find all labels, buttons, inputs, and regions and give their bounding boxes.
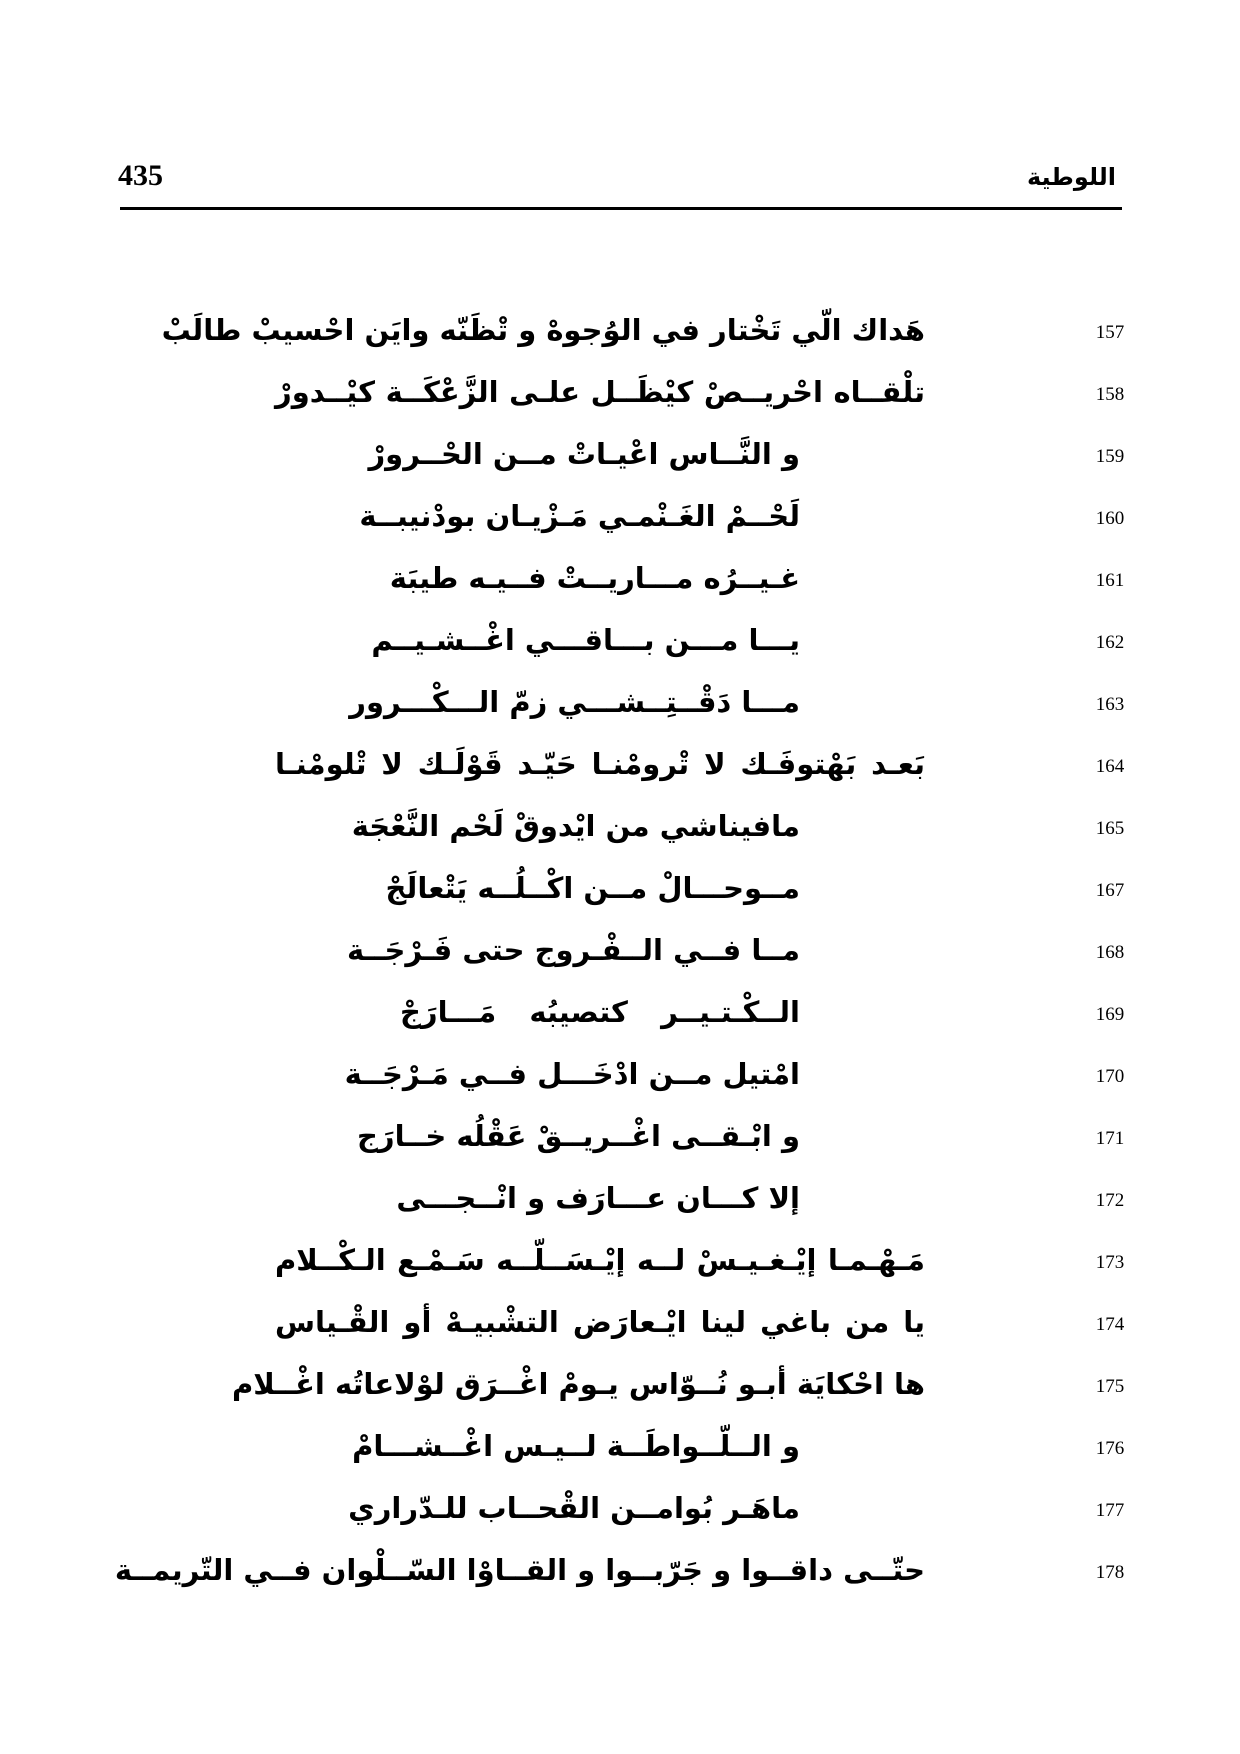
- verse-number: 167: [1095, 880, 1125, 901]
- verse-number: 174: [1095, 1314, 1125, 1335]
- verse-number: 178: [1095, 1562, 1125, 1583]
- verse-row: [0, 1424, 1240, 1474]
- verse-text: الــكْـتـيــر كتصيبُه مَـــارَجْ: [400, 995, 800, 1029]
- verse-number: 171: [1095, 1128, 1125, 1149]
- verse-text: و ابْـقــى اغْــريــقْ عَقْلُه خــارَج: [357, 1119, 800, 1153]
- verse-number: 157: [1095, 322, 1125, 343]
- verse-text: إلا كـــان عـــارَف و انْــجـــى: [396, 1181, 800, 1215]
- verse-row: [0, 680, 1240, 730]
- verse-row: [0, 928, 1240, 978]
- verse-row: [0, 990, 1240, 1040]
- verse-row: [0, 1362, 1240, 1412]
- verse-number: 170: [1095, 1066, 1125, 1087]
- verse-number: 168: [1095, 942, 1125, 963]
- verse-row: [0, 494, 1240, 544]
- verse-number: 177: [1095, 1500, 1125, 1521]
- verse-number: 165: [1095, 818, 1125, 839]
- running-title: اللوطية: [1026, 163, 1116, 191]
- verse-text: مــا فــي الــفْـروج حتى فَـرْجَــة: [347, 933, 800, 967]
- verse-number: 162: [1095, 632, 1125, 653]
- verse-number: 172: [1095, 1190, 1125, 1211]
- verse-row: [0, 1238, 1240, 1288]
- verse-text: يـــا مـــن بـــاقـــي اغْــشـيــم: [371, 623, 800, 657]
- verse-text: غـيــرُه مـــاريــتْ فــيـه طيبَة: [389, 561, 800, 595]
- verse-number: 158: [1095, 384, 1125, 405]
- verse-text: مـــا دَقْــتِــشـــي زمّ الـــكْـــرور: [349, 685, 800, 719]
- verse-row: [0, 432, 1240, 482]
- verse-number: 169: [1095, 1004, 1125, 1025]
- verse-text: مَـهْـمـا إيْـغـيـسْ لــه إيْـسَــلّــه سَـمْـع الـكْــلام: [275, 1243, 925, 1277]
- verse-text: حتّــى داقــوا و جَرّبــوا و القــاوْا السّــلْوان فــي التّريمــة: [114, 1553, 925, 1587]
- verse-text: يا من باغي لينا ايْـعارَض التشْبيـهْ أو القْـياس: [275, 1305, 925, 1339]
- verse-text: تلْقــاه احْريــصْ كيْظَــل علـى الزَّعْكَــة كيْــدورْ: [275, 375, 925, 409]
- verse-number: 160: [1095, 508, 1125, 529]
- verse-number: 159: [1095, 446, 1125, 467]
- verse-text: بَعـد بَهْتوفَـك لا تْرومْنـا حَيّـد قَوْلَـك لا تْلومْنـا: [275, 747, 925, 781]
- verse-text: مــوحـــالْ مــن اكْــلُــه يَتْعالَجْ: [385, 871, 800, 905]
- verse-number: 176: [1095, 1438, 1125, 1459]
- verse-number: 161: [1095, 570, 1125, 591]
- verse-row: [0, 308, 1240, 358]
- verse-row: [0, 1052, 1240, 1102]
- verse-text: امْتيل مــن ادْخَـــل فــي مَـرْجَــة: [344, 1057, 800, 1091]
- verse-number: 175: [1095, 1376, 1125, 1397]
- verse-text: لَحْــمْ الغَـنْمـي مَـزْيـان بودْنيبــة: [359, 499, 800, 533]
- verse-number: 163: [1095, 694, 1125, 715]
- verse-text: هَداك الّي تَخْتار في الوُجوهْ و تْظَنّه وايَن احْسيبْ طالَبْ: [161, 313, 925, 347]
- verse-row: [0, 618, 1240, 668]
- verse-text: مافيناشي من ايْدوقْ لَحْم النَّعْجَة: [351, 809, 800, 843]
- verse-text: ها احْكايَة أبـو نُــوّاس يـومْ اغْــرَق لوْلاعاتُه اغْــلام: [232, 1367, 925, 1401]
- verse-row: [0, 1548, 1240, 1598]
- verse-row: [0, 866, 1240, 916]
- verse-row: [0, 1300, 1240, 1350]
- verse-row: [0, 1486, 1240, 1536]
- verse-number: 173: [1095, 1252, 1125, 1273]
- verse-row: [0, 1176, 1240, 1226]
- verse-text: و الــلّــواطَــة لــيـس اغْــشـــامْ: [352, 1429, 800, 1463]
- verse-text: ماهَـر بُوامــن القْحــاب للـدّراري: [348, 1491, 800, 1525]
- page-number: 435: [118, 159, 163, 192]
- verse-text: و النَّــاس اعْيـاتْ مــن الحْــرورْ: [368, 437, 800, 471]
- verse-row: [0, 1114, 1240, 1164]
- verse-row: [0, 370, 1240, 420]
- verse-row: [0, 742, 1240, 792]
- verse-row: [0, 804, 1240, 854]
- verse-number: 164: [1095, 756, 1125, 777]
- verse-row: [0, 556, 1240, 606]
